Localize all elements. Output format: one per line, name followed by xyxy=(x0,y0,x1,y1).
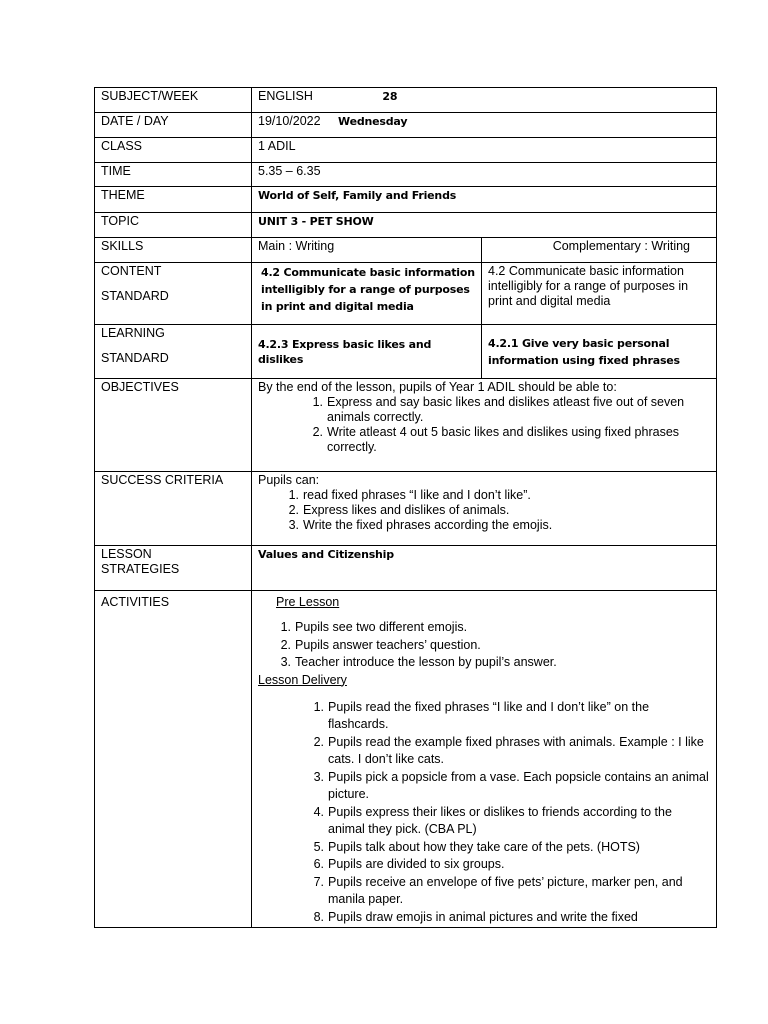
delivery-item-text: Pupils read the fixed phrases “I like and I don’t like” on the flashcards. xyxy=(328,699,650,731)
row-theme xyxy=(95,187,717,213)
strategies-value: Values and Citizenship xyxy=(258,548,394,561)
label-skills: SKILLS xyxy=(95,238,252,263)
content-complementary: 4.2 Communicate basic information intelligibly for a range of purposes in print and digital media xyxy=(482,263,717,325)
pre-item-text: Pupils answer teachers’ question. xyxy=(295,637,481,652)
row-success-criteria xyxy=(95,472,717,546)
list-item: 2. Pupils answer teachers’ question. xyxy=(280,637,481,652)
activities-cell xyxy=(252,591,717,928)
row-date xyxy=(95,113,717,138)
list-item: 2. Pupils read the example fixed phrases with animals. Example : I like cats. I don’t like cats. xyxy=(313,734,704,766)
row-lesson-strategies xyxy=(95,546,717,591)
delivery-item-text: Pupils express their likes or dislikes to friends according to the animal they pick. (CBA PL) xyxy=(328,804,672,836)
list-item: 2. Express likes and dislikes of animals. xyxy=(288,503,510,517)
delivery-item-text: Pupils receive an envelope of five pets’ picture, marker pen, and manila paper. xyxy=(328,874,683,906)
row-time xyxy=(95,163,717,187)
row-skills xyxy=(95,238,717,263)
list-item: 3. Pupils pick a popsicle from a vase. Each popsicle contains an animal picture. xyxy=(313,769,709,801)
row-content-standard xyxy=(95,263,717,325)
pre-lesson-list xyxy=(258,619,711,672)
learning-comp-cell xyxy=(482,325,717,379)
list-item: 7. Pupils receive an envelope of five pets’ picture, marker pen, and manila paper. xyxy=(313,874,683,906)
label-strategies: STRATEGIES xyxy=(101,562,180,576)
label-learning: LEARNING xyxy=(101,326,165,340)
subject-value: ENGLISH xyxy=(258,89,313,103)
label-content: CONTENT xyxy=(101,264,162,278)
label-standard: STANDARD xyxy=(101,289,169,303)
time-value: 5.35 – 6.35 xyxy=(252,163,717,187)
lesson-plan-table xyxy=(94,87,717,928)
label-success-criteria: SUCCESS CRITERIA xyxy=(95,472,252,546)
learning-main-cell xyxy=(252,325,482,379)
row-activities xyxy=(95,591,717,928)
list-item: 8. Pupils draw emojis in animal pictures and write the fixed xyxy=(313,909,638,924)
label-lesson-strategies xyxy=(95,546,252,591)
strategies-cell xyxy=(252,546,717,591)
delivery-item-text: Pupils read the example fixed phrases with animals. Example : I like cats. I don’t like cats. xyxy=(328,734,704,766)
topic-cell xyxy=(252,213,717,238)
learning-complementary: 4.2.1 Give very basic personal information using fixed phrases xyxy=(488,336,680,367)
learning-main: 4.2.3 Express basic likes and dislikes xyxy=(258,337,432,366)
label-theme: THEME xyxy=(95,187,252,213)
pre-lesson-title: Pre Lesson xyxy=(276,595,340,609)
label-learning-standard-2: STANDARD xyxy=(101,351,169,365)
list-item: 3. Teacher introduce the lesson by pupil’s answer. xyxy=(280,655,557,669)
list-item: 5. Pupils talk about how they take care of the pets. (HOTS) xyxy=(313,839,640,854)
value-subject xyxy=(252,88,717,113)
theme-value: World of Self, Family and Friends xyxy=(258,189,457,202)
label-class: CLASS xyxy=(95,138,252,163)
success-cell xyxy=(252,472,717,546)
value-date xyxy=(252,113,717,138)
delivery-item-text: Pupils talk about how they take care of the pets. (HOTS) xyxy=(328,839,640,854)
list-item: 1. read fixed phrases “I like and I don’t like”. xyxy=(288,488,531,502)
label-lesson: LESSON xyxy=(101,547,152,561)
objectives-list xyxy=(258,395,711,455)
objective-text: Express and say basic likes and dislikes atleast five out of seven animals correctly. xyxy=(327,395,685,424)
lesson-delivery-title: Lesson Delivery xyxy=(258,672,347,687)
success-text: read fixed phrases “I like and I don’t like”. xyxy=(303,488,531,502)
pre-item-text: Pupils see two different emojis. xyxy=(295,620,468,634)
list-item: 2. Write atleast 4 out 5 basic likes and dislikes using fixed phrases correctly. xyxy=(312,425,680,454)
success-intro: Pupils can: xyxy=(258,473,320,487)
list-item: 1. Pupils see two different emojis. xyxy=(280,620,468,634)
skills-complementary: Complementary : Writing xyxy=(482,238,717,263)
lesson-delivery-list xyxy=(258,699,711,927)
delivery-item-text: Pupils draw emojis in animal pictures and write the fixed xyxy=(328,909,638,924)
delivery-item-text: Pupils are divided to six groups. xyxy=(328,857,505,871)
list-item: 3. Write the fixed phrases according the emojis. xyxy=(288,518,553,532)
label-topic: TOPIC xyxy=(95,213,252,238)
list-item: 4. Pupils express their likes or dislikes to friends according to the animal they pick. (CBA PL) xyxy=(313,804,672,836)
label-content-standard xyxy=(95,263,252,325)
label-date: DATE / DAY xyxy=(95,113,252,138)
theme-cell xyxy=(252,187,717,213)
objectives-cell xyxy=(252,379,717,472)
row-learning-standard xyxy=(95,325,717,379)
success-text: Express likes and dislikes of animals. xyxy=(303,503,510,517)
skills-main: Main : Writing xyxy=(252,238,482,263)
row-topic xyxy=(95,213,717,238)
topic-value: UNIT 3 - PET SHOW xyxy=(258,215,374,228)
row-class xyxy=(95,138,717,163)
success-text: Write the fixed phrases according the emojis. xyxy=(303,518,553,532)
delivery-item-text: Pupils pick a popsicle from a vase. Each popsicle contains an animal picture. xyxy=(328,769,709,801)
success-list xyxy=(258,488,711,533)
row-objectives xyxy=(95,379,717,472)
week-value: 28 xyxy=(382,90,398,103)
list-item: 6. Pupils are divided to six groups. xyxy=(313,857,505,871)
list-item: 1. Pupils read the fixed phrases “I like and I don’t like” on the flashcards. xyxy=(313,699,650,731)
objectives-intro: By the end of the lesson, pupils of Year 1 ADIL should be able to: xyxy=(258,380,617,394)
objective-text: Write atleast 4 out 5 basic likes and dislikes using fixed phrases correctly. xyxy=(327,425,680,454)
label-subject: SUBJECT/WEEK xyxy=(95,88,252,113)
pre-item-text: Teacher introduce the lesson by pupil’s answer. xyxy=(295,655,557,669)
row-subject xyxy=(95,88,717,113)
label-time: TIME xyxy=(95,163,252,187)
label-learning-standard xyxy=(95,325,252,379)
label-objectives: OBJECTIVES xyxy=(95,379,252,472)
day-value: Wednesday xyxy=(338,115,408,128)
content-main: 4.2 Communicate basic information intelligibly for a range of purposes in print and digital media xyxy=(261,266,475,313)
date-value: 19/10/2022 xyxy=(258,114,321,128)
content-main-cell xyxy=(252,263,482,325)
label-activities: ACTIVITIES xyxy=(95,591,252,928)
class-value: 1 ADIL xyxy=(252,138,717,163)
list-item: 1. Express and say basic likes and dislikes atleast five out of seven animals correctly. xyxy=(312,395,685,424)
